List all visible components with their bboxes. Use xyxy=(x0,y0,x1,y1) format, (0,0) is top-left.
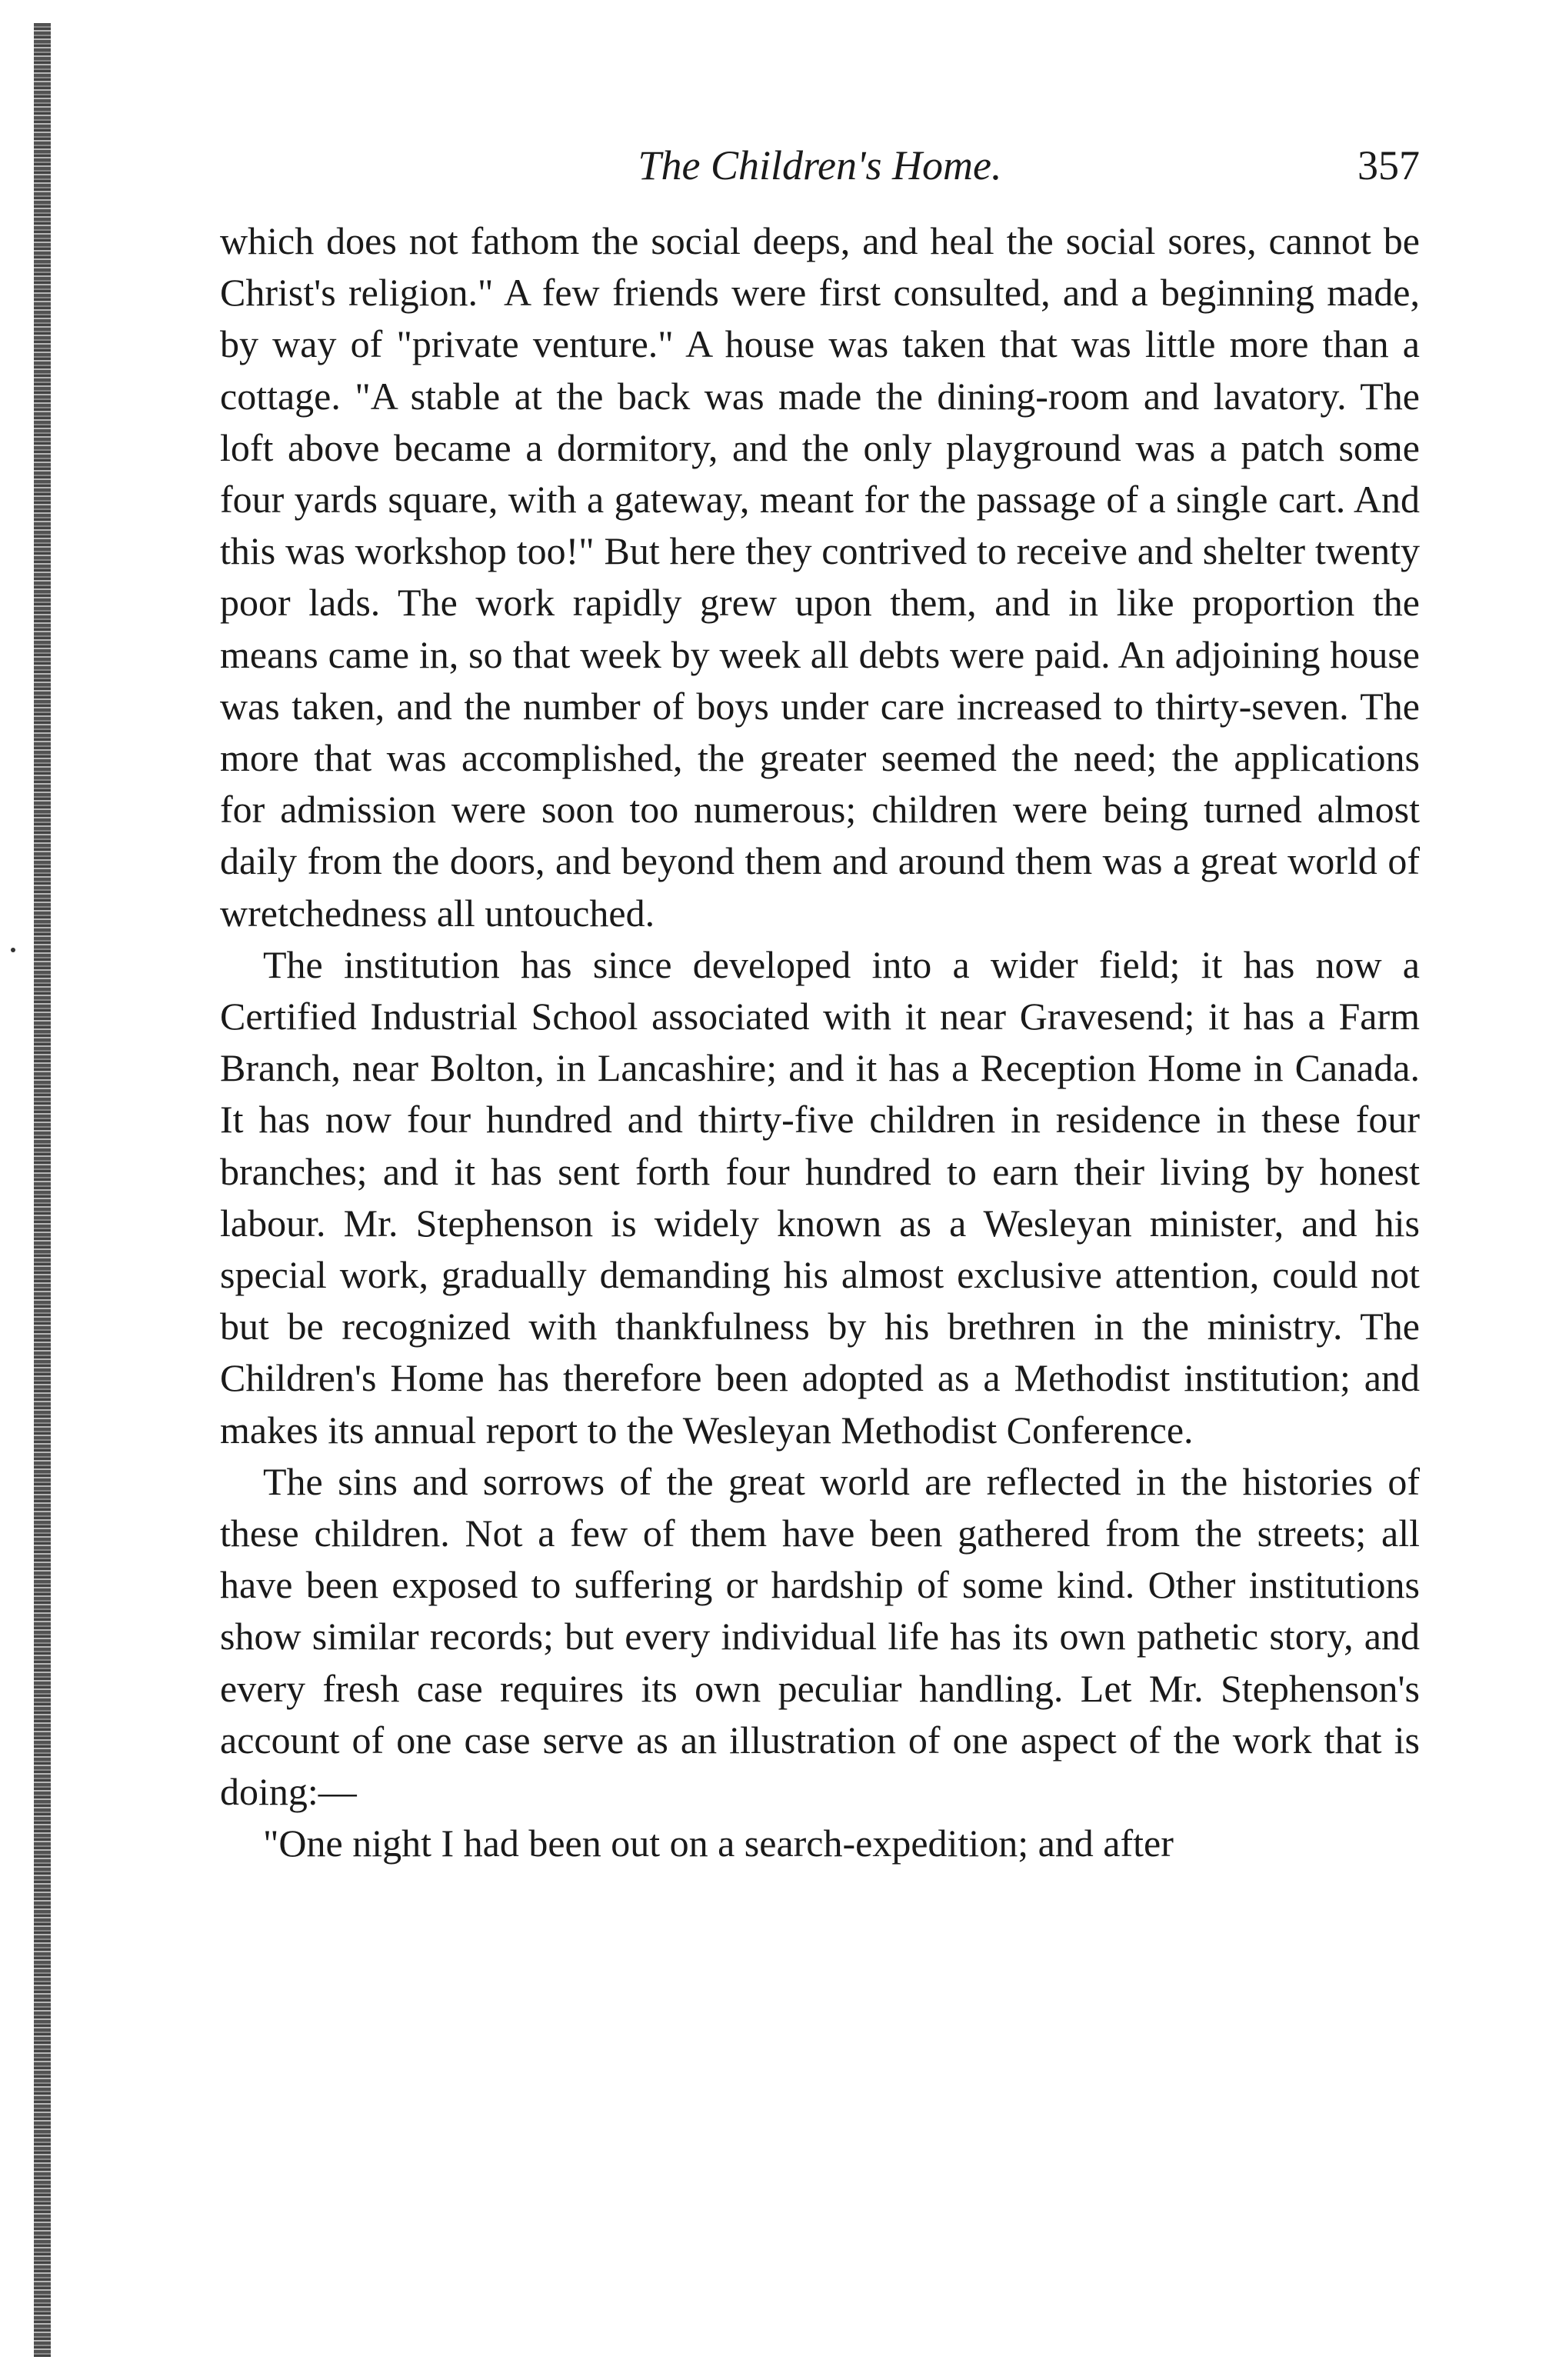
body-text xyxy=(220,215,1420,1870)
book-page xyxy=(220,138,1420,1870)
page-number: 357 xyxy=(1357,142,1420,188)
paragraph: The institution has since developed into a wider field; it has now a Certified Industrial School associated with it near Gravesend; it has a Farm Branch, near Bolton, in Lancashire; and it has a Reception Home in Canada. It has now four hundred and thirty-five children in residence in these four branches; and it has sent forth four hundred to earn their living by honest labour. Mr. Stephenson is widely known as a Wesleyan minister, and his special work, gradually demanding his almost exclusive attention, could not but be recognized with thankfulness by his brethren in the ministry. The Children's Home has therefore been adopted as a Methodist institution; and makes its annual report to the Wesleyan Methodist Conference. xyxy=(220,942,1420,1452)
paragraph: The sins and sorrows of the great world are reflected in the histories of these children. Not a few of them have been gathered from the streets; all have been exposed to suffering or hardship of some kind. Other institutions show similar records; but every individual life has its own pathetic story, and every fresh case requires its own peculiar handling. Let Mr. Stephenson's account of one case serve as an illustration of one aspect of the work that is doing:— xyxy=(220,1459,1420,1814)
binding-edge xyxy=(34,23,51,2357)
running-head xyxy=(220,138,1420,192)
stray-ink-mark xyxy=(11,948,15,952)
paragraph-quote-start: "One night I had been out on a search-expedition; and after xyxy=(263,1822,1174,1865)
running-title: The Children's Home. xyxy=(638,142,1002,188)
paragraph-continued: which does not fathom the social deeps, and heal the social sores, cannot be Christ's religion." A few friends were first consulted, and a beginning made, by way of "private venture." A house was taken that was little more than a cottage. "A stable at the back was made the dining-room and lavatory. The loft above became a dormitory, and the only playground was a patch some four yards square, with a gateway, meant for the passage of a single cart. And this was workshop too!" But here they contrived to receive and shelter twenty poor lads. The work rapidly grew upon them, and in like proportion the means came in, so that week by week all debts were paid. An adjoining house was taken, and the number of boys under care increased to thirty-seven. The more that was accomplished, the greater seemed the need; the applications for admission were soon too numerous; children were being turned almost daily from the doors, and beyond them and around them was a great world of wretchedness all untouched. xyxy=(220,219,1420,935)
